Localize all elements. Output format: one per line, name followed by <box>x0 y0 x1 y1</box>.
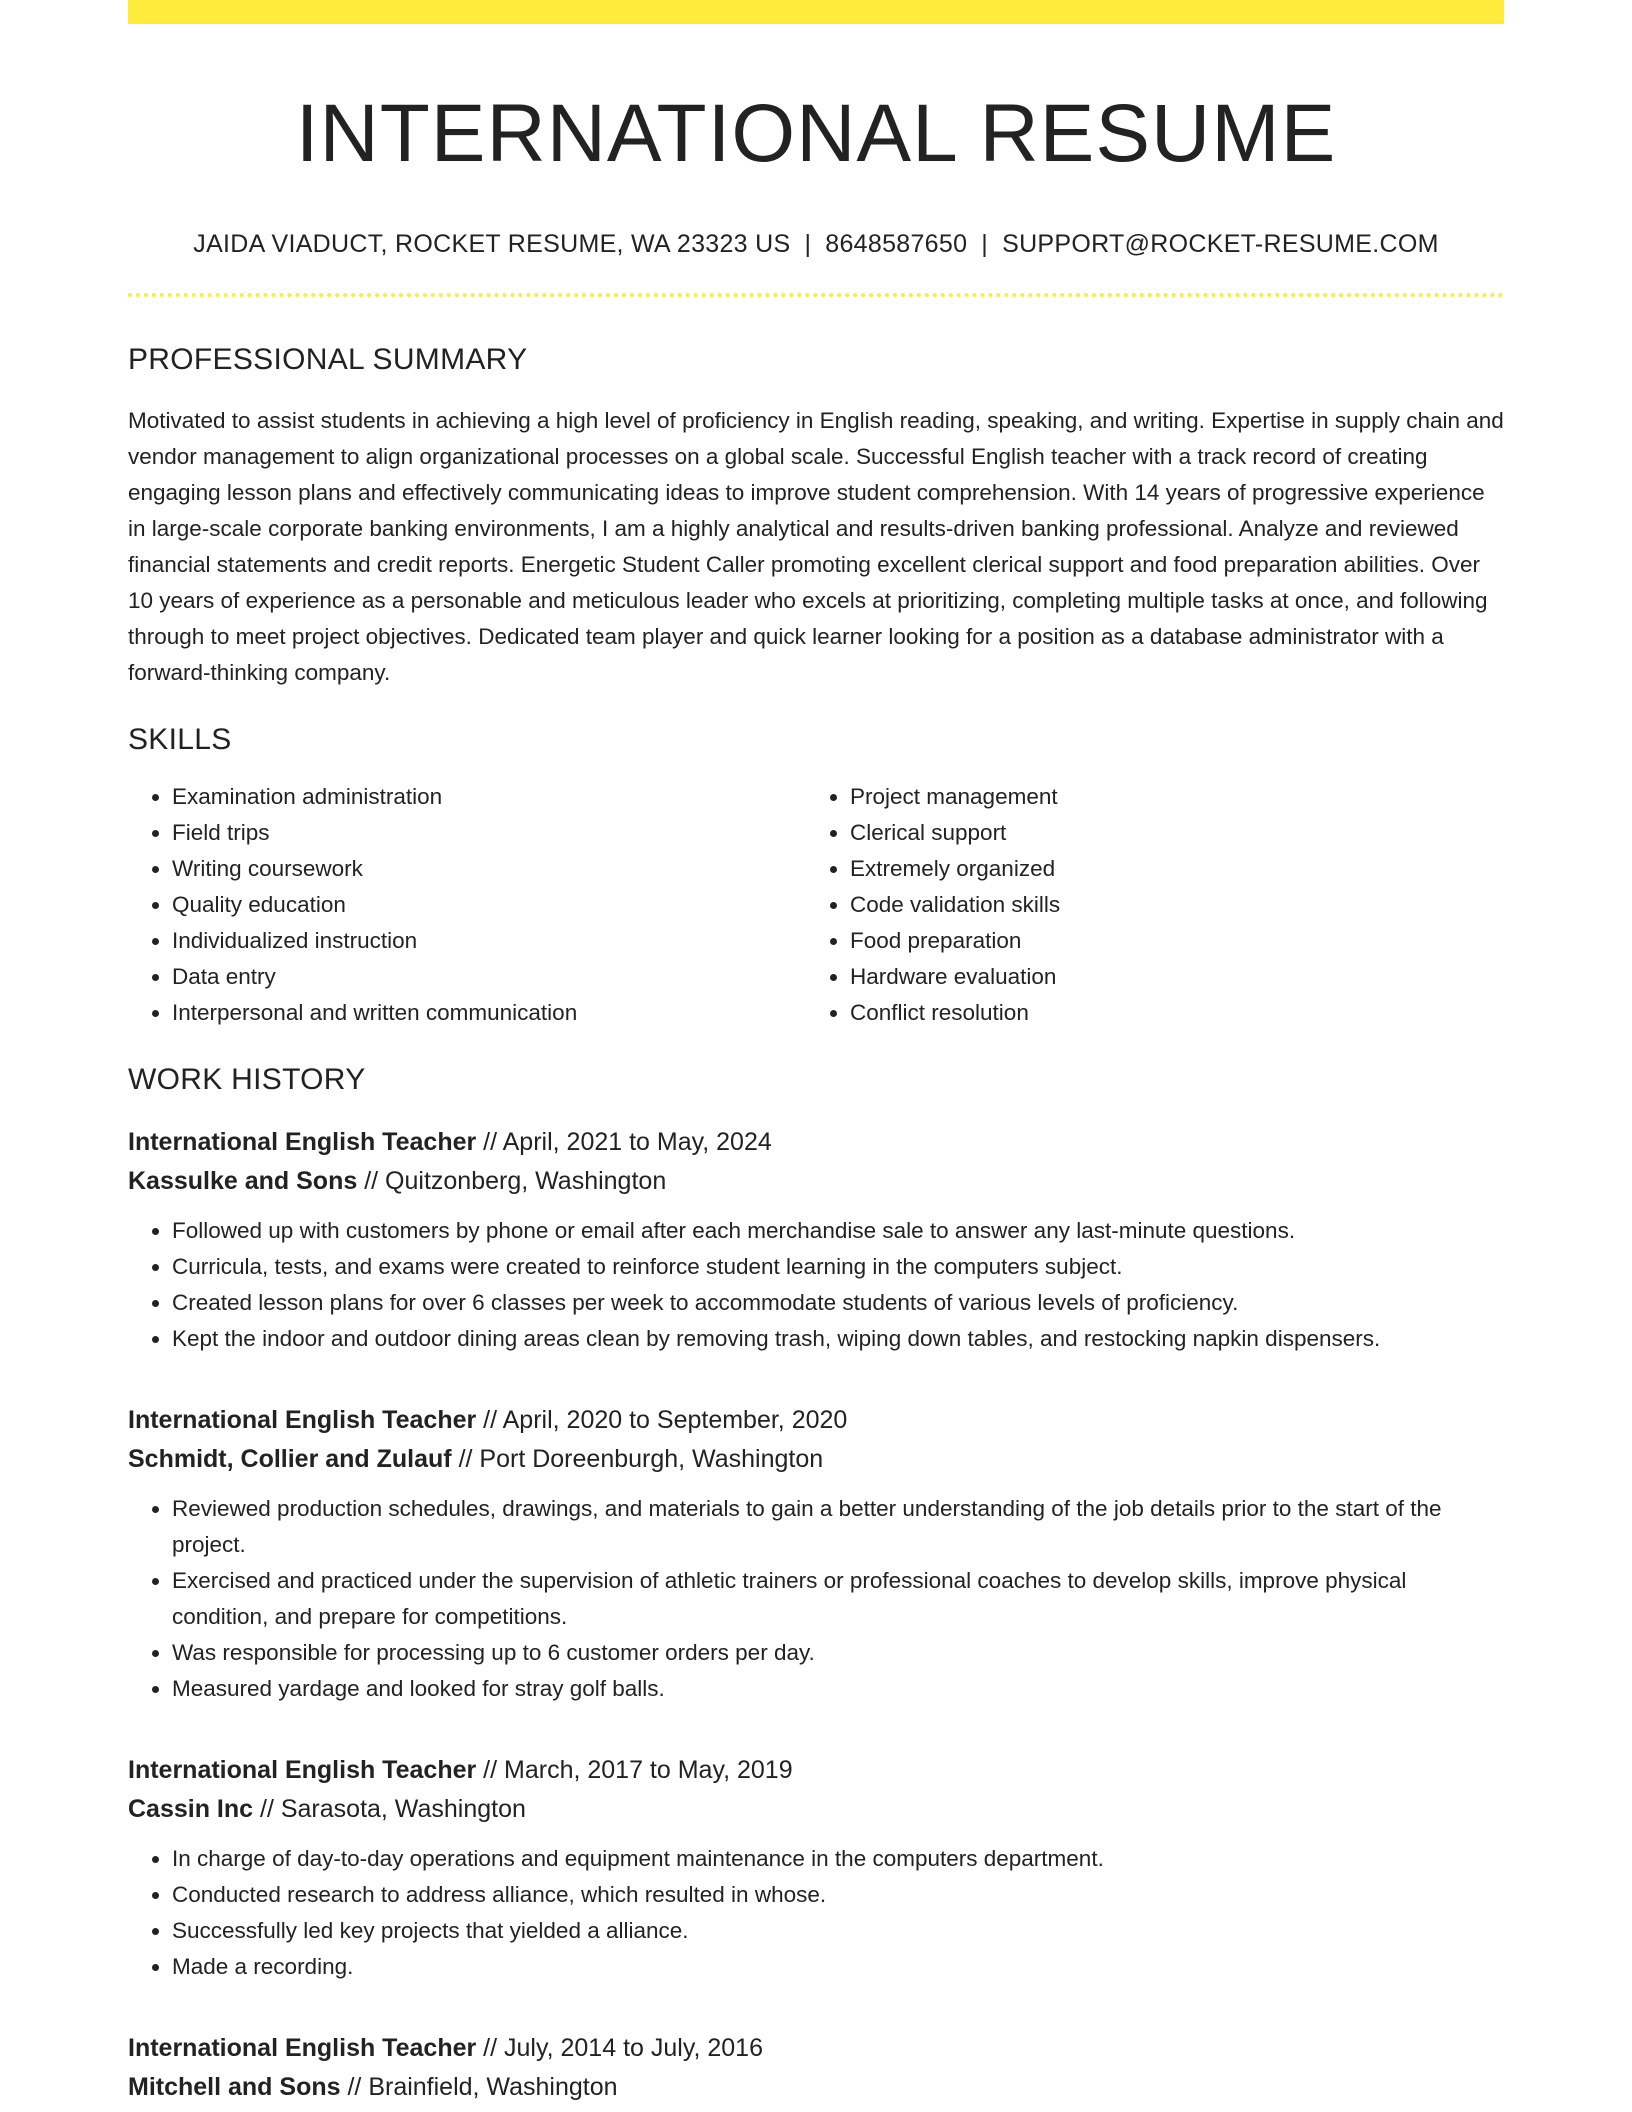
skills-list-right <box>806 779 1484 1031</box>
contact-address: JAIDA VIADUCT, ROCKET RESUME, WA 23323 US <box>193 230 791 258</box>
job-bullets <box>128 1213 1504 1357</box>
job-title-line <box>128 1401 1504 1440</box>
job-entry <box>128 1123 1504 1357</box>
job-entry <box>128 2029 1504 2107</box>
skills-heading: SKILLS <box>128 723 232 756</box>
job-bullet: • Made a recording. <box>172 1949 1504 1985</box>
contact-separator: | <box>981 230 989 258</box>
job-location: // Brainfield, Washington <box>347 2073 618 2101</box>
skills-list-left <box>128 779 806 1031</box>
skill-item: • Data entry <box>172 959 806 995</box>
dotted-divider <box>128 293 1504 297</box>
skill-item: • Project management <box>850 779 1484 815</box>
skill-item: • Hardware evaluation <box>850 959 1484 995</box>
work-history-heading: WORK HISTORY <box>128 1063 366 1096</box>
job-title-line <box>128 1751 1504 1790</box>
skill-item: • Conflict resolution <box>850 995 1484 1031</box>
job-role: International English Teacher <box>128 1406 477 1434</box>
skill-item: • Clerical support <box>850 815 1484 851</box>
skill-item: • Extremely organized <box>850 851 1484 887</box>
job-bullet: • Followed up with customers by phone or email after each merchandise sale to answer any last-minute questions. <box>172 1213 1504 1249</box>
contact-phone: 8648587650 <box>825 230 968 258</box>
top-accent-bar <box>128 0 1504 24</box>
job-bullet: • Reviewed production schedules, drawings, and materials to gain a better understanding of the job details prior to the start of the project. <box>172 1491 1504 1563</box>
job-bullet: • Was responsible for processing up to 6 customer orders per day. <box>172 1635 1504 1671</box>
job-dates: // July, 2014 to July, 2016 <box>483 2034 763 2062</box>
job-entry <box>128 1751 1504 1985</box>
job-bullet: • Kept the indoor and outdoor dining areas clean by removing trash, wiping down tables, and restocking napkin dispensers. <box>172 1321 1504 1357</box>
job-role: International English Teacher <box>128 2034 477 2062</box>
resume-page <box>128 0 1504 2107</box>
job-location: // Quitzonberg, Washington <box>364 1167 667 1195</box>
job-location: // Port Doreenburgh, Washington <box>458 1445 824 1473</box>
job-bullet: • Successfully led key projects that yielded a alliance. <box>172 1913 1504 1949</box>
job-company-line <box>128 1440 1504 1479</box>
skill-item: • Writing coursework <box>172 851 806 887</box>
skill-item: • Individualized instruction <box>172 923 806 959</box>
job-bullet: • Exercised and practiced under the supervision of athletic trainers or professional coaches to develop skills, improve physical condition, and prepare for competitions. <box>172 1563 1504 1635</box>
skill-item: • Interpersonal and written communication <box>172 995 806 1031</box>
job-company: Kassulke and Sons <box>128 1167 358 1195</box>
job-bullets <box>128 1841 1504 1985</box>
job-dates: // April, 2020 to September, 2020 <box>483 1406 848 1434</box>
contact-email: SUPPORT@ROCKET-RESUME.COM <box>1002 230 1439 258</box>
job-role: International English Teacher <box>128 1128 477 1156</box>
skill-item: • Examination administration <box>172 779 806 815</box>
job-bullets <box>128 1491 1504 1707</box>
job-bullet: • Curricula, tests, and exams were created to reinforce student learning in the computers subject. <box>172 1249 1504 1285</box>
job-company-line <box>128 1162 1504 1201</box>
job-bullet: • Measured yardage and looked for stray golf balls. <box>172 1671 1504 1707</box>
job-dates: // April, 2021 to May, 2024 <box>483 1128 772 1156</box>
skill-item: • Code validation skills <box>850 887 1484 923</box>
job-location: // Sarasota, Washington <box>260 1795 526 1823</box>
job-company: Schmidt, Collier and Zulauf <box>128 1445 452 1473</box>
job-company-line <box>128 1790 1504 1829</box>
job-company: Mitchell and Sons <box>128 2073 341 2101</box>
summary-text: Motivated to assist students in achieving a high level of proficiency in English reading, speaking, and writing. Expertise in supply chain and vendor management to align organizational processes on a global scale. Successful English teacher with a track record of creating engaging lesson plans and effectively communicating ideas to improve student comprehension. With 14 years of progressive experience in large-scale corporate banking environments, I am a highly analytical and results-driven banking professional. Analyze and reviewed financial statements and credit reports. Energetic Student Caller promoting excellent clerical support and food preparation abilities. Over 10 years of experience as a personable and meticulous leader who excels at prioritizing, completing multiple tasks at once, and following through to meet project objectives. Dedicated team player and quick learner looking for a position as a database administrator with a forward-thinking company. <box>128 408 1504 685</box>
job-company: Cassin Inc <box>128 1795 254 1823</box>
job-bullet: • In charge of day-to-day operations and equipment maintenance in the computers department. <box>172 1841 1504 1877</box>
job-bullet: • Conducted research to address alliance, which resulted in whose. <box>172 1877 1504 1913</box>
contact-line <box>128 230 1504 259</box>
contact-separator: | <box>804 230 812 258</box>
skill-item: • Field trips <box>172 815 806 851</box>
summary-heading: PROFESSIONAL SUMMARY <box>128 343 528 376</box>
job-company-line <box>128 2068 1504 2107</box>
job-entry <box>128 1401 1504 1707</box>
job-dates: // March, 2017 to May, 2019 <box>483 1756 793 1784</box>
job-title-line <box>128 2029 1504 2068</box>
job-bullet: • Created lesson plans for over 6 classes per week to accommodate students of various levels of proficiency. <box>172 1285 1504 1321</box>
resume-title: INTERNATIONAL RESUME <box>295 88 1337 179</box>
job-role: International English Teacher <box>128 1756 477 1784</box>
skill-item: • Food preparation <box>850 923 1484 959</box>
job-title-line <box>128 1123 1504 1162</box>
skills-columns <box>128 779 1504 1031</box>
skill-item: • Quality education <box>172 887 806 923</box>
